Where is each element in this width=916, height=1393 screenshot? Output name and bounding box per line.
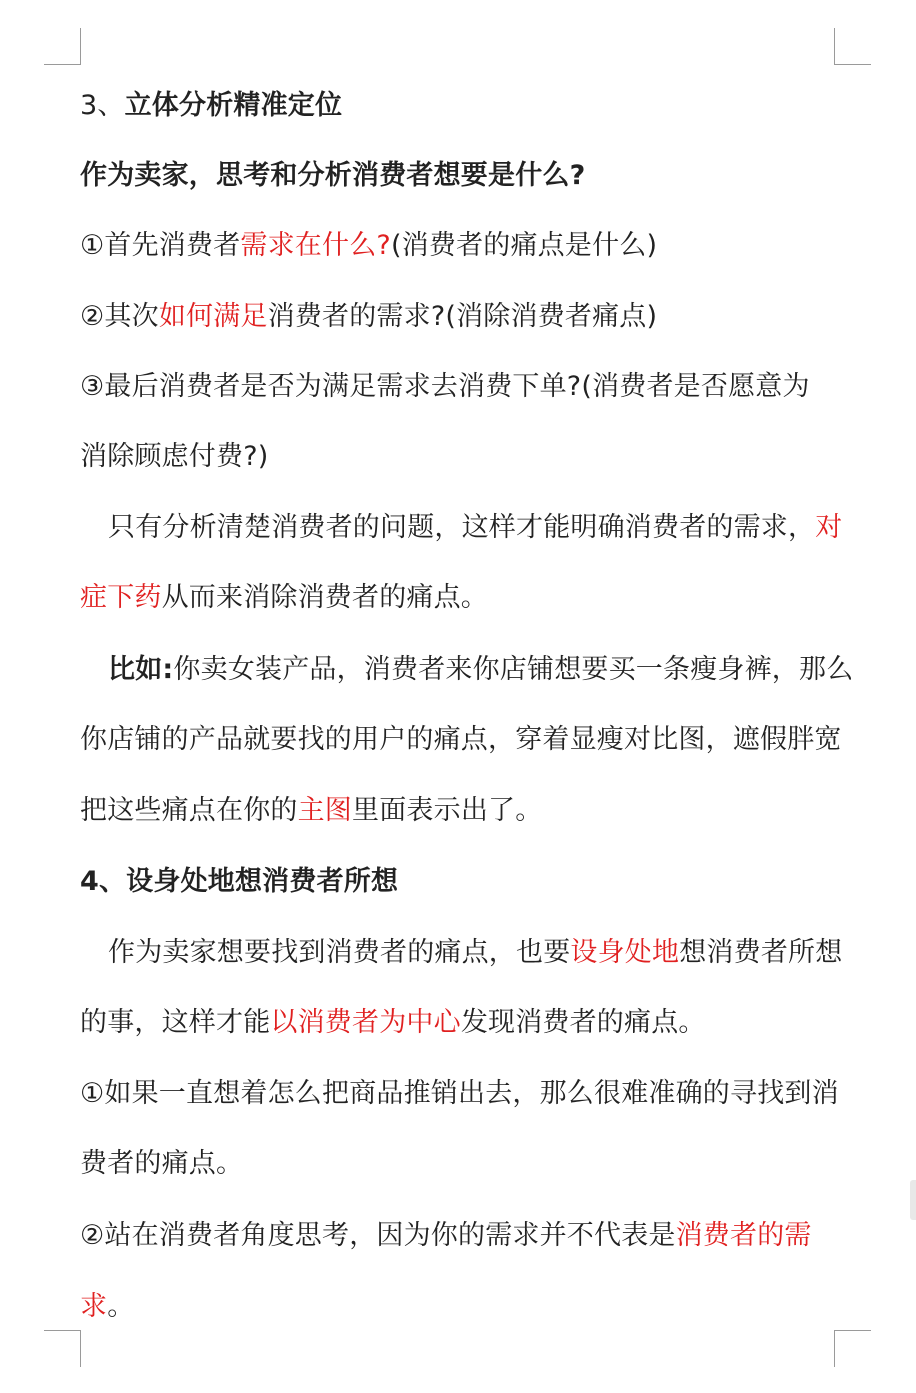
highlight-text: 以消费者为中心 <box>270 1007 461 1038</box>
section-4-item-2-line-2 <box>80 1287 840 1327</box>
section-4-item-1-line-1: ①如果一直想着怎么把商品推销出去，那么很难准确的寻找到消 <box>80 1078 839 1109</box>
highlight-text: 对 <box>815 512 843 543</box>
text-run: 从而来消除消费者的痛点。 <box>161 582 489 613</box>
text-run: 把这些痛点在你的 <box>80 795 298 826</box>
section-3-paragraph-1-line-2 <box>80 578 840 618</box>
text-run: 作为卖家想要找到消费者的痛点，也要 <box>108 937 571 968</box>
section-4-paragraph-1-line-1 <box>80 933 868 973</box>
section-4-item-2-line-1 <box>80 1216 840 1256</box>
section-3-paragraph-2-line-1 <box>80 650 868 690</box>
highlight-text: 主图 <box>297 795 353 826</box>
highlight-text: 症下药 <box>80 582 162 613</box>
section-3-heading <box>80 86 840 126</box>
section-3-paragraph-1-line-1 <box>80 508 868 548</box>
text-run: 只有分析清楚消费者的问题，这样才能明确消费者的需求， <box>108 512 816 543</box>
heading-text: 立体分析精准定位 <box>124 90 343 121</box>
section-3-item-3-line-2: 消除顾虑付费?) <box>80 441 269 472</box>
section-4-heading: 4、设身处地想消费者所想 <box>80 866 399 897</box>
highlight-text: 如何满足 <box>158 301 268 332</box>
section-4-item-1-line-2: 费者的痛点。 <box>80 1148 244 1179</box>
highlight-text: 需求在什么? <box>240 230 391 261</box>
section-3-item-2 <box>80 297 840 337</box>
text-run: 发现消费者的痛点。 <box>460 1007 706 1038</box>
section-3-paragraph-2-line-3 <box>80 791 840 831</box>
bottom-left-crop-mark <box>44 1330 81 1367</box>
section-3-item-1 <box>80 226 840 266</box>
section-3-paragraph-2-line-2: 你店铺的产品就要找的用户的痛点，穿着显瘦对比图，遮假胖宽 <box>80 724 842 755</box>
text-run: 里面表示出了。 <box>352 795 543 826</box>
top-left-crop-mark <box>44 28 81 65</box>
text-run: 的事，这样才能 <box>80 1007 271 1038</box>
bold-label: 比如: <box>108 654 174 685</box>
bottom-right-crop-mark <box>834 1330 871 1367</box>
section-3-item-3-line-1: ③最后消费者是否为满足需求去消费下单?(消费者是否愿意为 <box>80 371 810 402</box>
text-run: (消费者的痛点是什么) <box>390 230 658 261</box>
scroll-edge-indicator <box>910 1180 916 1220</box>
top-right-crop-mark <box>834 28 871 65</box>
text-run: 你卖女装产品，消费者来你店铺想要买一条瘦身裤，那么 <box>173 654 854 685</box>
text-run: ①首先消费者 <box>80 230 241 261</box>
heading-number: 3、 <box>80 90 125 121</box>
highlight-text: 求 <box>80 1291 108 1322</box>
text-run: ②其次 <box>80 301 159 332</box>
text-run: ②站在消费者角度思考，因为你的需求并不代表是 <box>80 1220 676 1251</box>
text-run: 消费者的需求?(消除消费者痛点) <box>267 301 658 332</box>
highlight-text: 消费者的需 <box>675 1220 812 1251</box>
text-run: 想消费者所想 <box>679 937 843 968</box>
text-run: 。 <box>107 1291 135 1322</box>
section-3-question: 作为卖家，思考和分析消费者想要是什么? <box>80 160 586 191</box>
highlight-text: 设身处地 <box>570 937 680 968</box>
section-4-paragraph-1-line-2 <box>80 1003 840 1043</box>
